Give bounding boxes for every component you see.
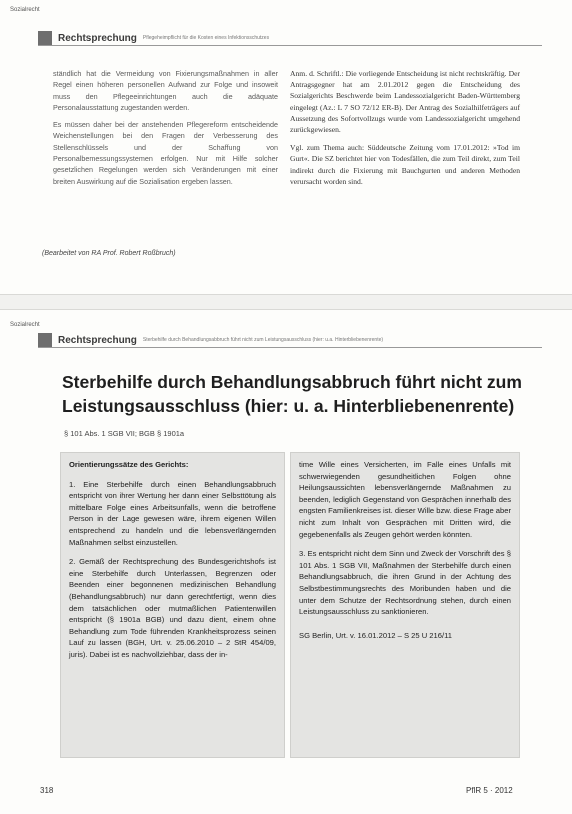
article-title-line: Leistungsausschluss (hier: u. a. Hinterbliebenenrente) [62, 396, 515, 416]
principle-1: 1. Eine Sterbehilfe durch einen Behandlungsabbruch entspricht von ihrer Wertung her dann einer Selbsttötung als mittelbare Folge eines Arbeitsunfalls, wenn die betroffene Person in der Lage gewesen wäre, ihrem eigenen Willen entsprechend zu handeln und die lebensverlängernden Maßnahmen selbst einzustellen. [69, 479, 276, 547]
right-column-text [290, 68, 520, 194]
paragraph: Es müssen daher bei der anstehenden Pflegereform entscheidende Weichenstellungen bei den Fragen der Verbesserung des Stellenschlüssels und der Schaffung von Personalbemessungssystemen erfolgen. Nur mit Hilfe solcher gesetzlichen Regelungen werden sich Veränderungen mit einer breiten Auswirkung auf die Sozialisation ergeben lassen. [53, 120, 278, 186]
principle-2: 2. Gemäß der Rechtsprechung des Bundesgerichtshofs ist eine Sterbehilfe durch Unterlassen, Begrenzen oder Beenden einer begonnenen medizinischen Behandlung (Behandlungsabbruch) nur dann gerechtfertigt, wenn dies dem tatsächlichen oder mutmaßlichen Patientenwillen entspricht (§ 1901a BGB) und dazu dient, einem ohne Behandlung zum Tode führenden Krankheitsprozess seinen Lauf zu lassen (BGH, Urt. v. 25.06.2010 – 2 StR 454/09, juris). Dabei ist es nachvollziehbar, dass der in- [69, 557, 276, 659]
author-credit: (Bearbeitet von RA Prof. Robert Roßbruch) [42, 250, 176, 257]
section-label-top: Sozialrecht [10, 7, 40, 13]
header-square-icon [38, 31, 52, 45]
journal-issue: PflR 5 · 2012 [466, 786, 513, 795]
left-column-text [53, 68, 278, 193]
box-heading: Orientierungssätze des Gerichts: [69, 460, 189, 469]
guiding-principles-box-left [60, 452, 285, 758]
legal-citation: § 101 Abs. 1 SGB VII; BGB § 1901a [64, 429, 185, 438]
article-title-line: Sterbehilfe durch Behandlungsabbruch führt nicht zum [62, 372, 522, 392]
header-title: Rechtsprechung [58, 32, 137, 44]
principle-3: 3. Es entspricht nicht dem Sinn und Zweck der Vorschrift des § 101 Abs. 1 SGB VII, Maßnahmen der Sterbehilfe durch einen Behandlungsabbruch, die ihren Grund in der Achtung des Selbstbestimmungsrechts des Moribunden haben und die unter dem Schutze der Rechtsordnung stehen, durch einen Leistungsausschluss zu sanktionieren. [299, 549, 511, 617]
header-title: Rechtsprechung [58, 334, 137, 346]
page-header-top [38, 31, 542, 46]
article-title [62, 370, 542, 418]
paragraph: Vgl. zum Thema auch: Süddeutsche Zeitung vom 17.01.2012: »Tod im Gurt«. Die SZ berichtet hier von Todesfällen, die zum Teil direkt, zum Teil indirekt durch die Fixierung mit Bauchgurten und anderen Methoden verursacht worden sind. [290, 143, 520, 186]
header-subtitle: Pflegeheimpflicht für die Kosten eines Infektionsschutzes [142, 35, 270, 41]
header-square-icon [38, 333, 52, 347]
page-number: 318 [40, 786, 54, 795]
section-label-bottom: Sozialrecht [10, 322, 40, 328]
principle-1-cont: time Wille eines Versicherten, im Falle eines Unfalls mit schwerwiegenden gesundheitlichen Folgen ohne Heilungsaussichten lebensverlängernde Maßnahmen zu beenden, lediglich Gegenstand von Gesprächen innerhalb des engsten Familienkreises ist. dieser Wille bzw. diese Frage aber nicht zum Inhalt von Gesprächen mit Dritten wird, die gegebenenfalls als Zeugen gehört werden könnten. [299, 460, 511, 539]
paragraph: ständlich hat die Vermeidung von Fixierungsmaßnahmen in aller Regel einen höheren personellen Aufwand zur Folge und insoweit muss den Pflegeeinrichtungen auch die adäquate Personalausstattung zugestanden werden. [53, 69, 278, 112]
paragraph: Anm. d. Schriftl.: Die vorliegende Entscheidung ist nicht rechtskräftig. Der Antragsgegner hat am 2.01.2012 gegen die Entscheidung des Sozialgerichts Beschwerde beim Landessozialgericht Baden-Württemberg eingelegt (Az.: L 7 SO 72/12 ER-B). Der Antrag des Sozialhilfeträgers auf Aussetzung des Sofortvollzugs wurde vom Landessozialgericht umgehend zurückgewiesen. [290, 69, 520, 135]
guiding-principles-box-right [290, 452, 520, 758]
page-divider [0, 294, 572, 310]
header-subtitle: Sterbehilfe durch Behandlungsabbruch führt nicht zum Leistungsausschluss (hier: u.a. Hinterbliebenenrente) [142, 337, 384, 343]
court-reference: SG Berlin, Urt. v. 16.01.2012 – S 25 U 216/11 [299, 630, 452, 640]
page-header-bottom [38, 333, 542, 348]
